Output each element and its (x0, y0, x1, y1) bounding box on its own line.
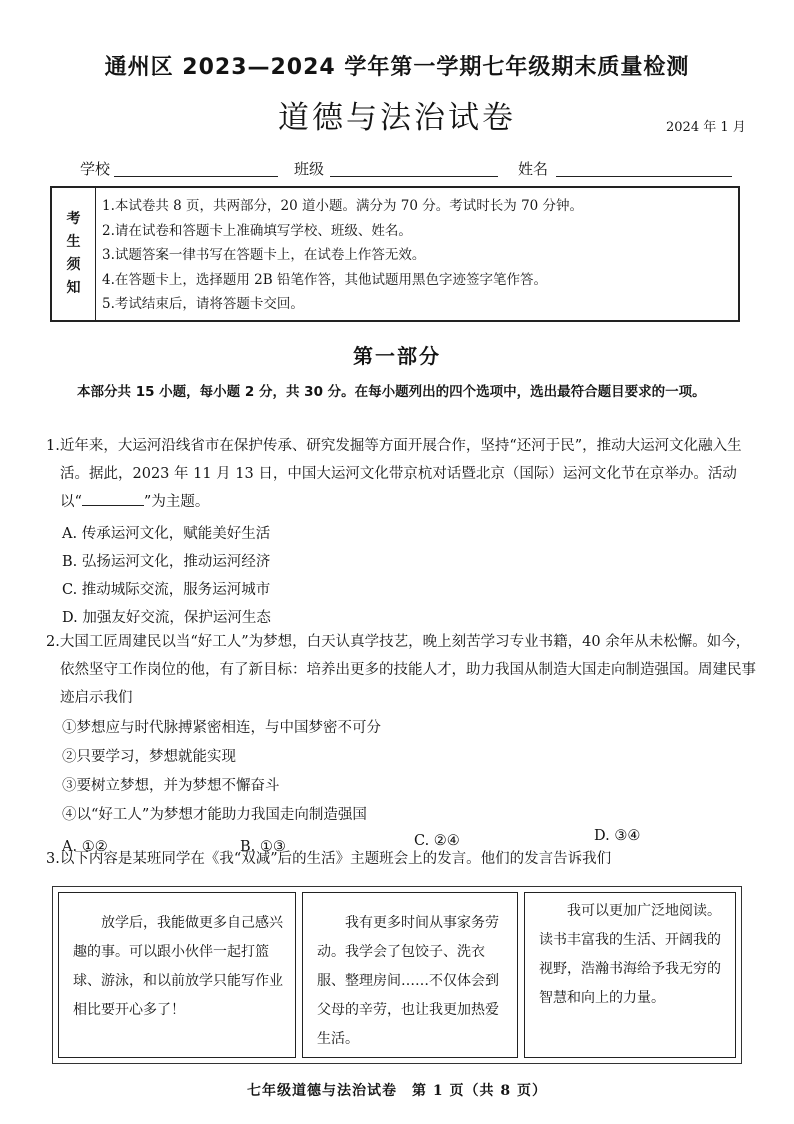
notice-list (102, 194, 583, 317)
notice-side-label (52, 188, 96, 320)
q3-speech-boxes (58, 892, 736, 1058)
q1-fill-blank (82, 491, 144, 506)
q1-stem-text: 1.近年来，大运河沿线省市在保护传承、研究发掘等方面开展合作，坚持“还河于民”，推动大运河文化融入生活。据此，2023 年 11 月 13 日，中国大运河文化带京杭对话暨北京（国际）运河文化节在京举办。活动以“ (46, 438, 742, 510)
q1-option-a[interactable]: A. 传承运河文化，赋能美好生活 (62, 526, 271, 542)
q2-statement-4: ④以“好工人”为梦想才能助力我国走向制造强国 (62, 807, 367, 823)
q2-statement-2: ②只要学习，梦想就能实现 (62, 749, 236, 765)
section-instruction: 本部分共 15 小题，每小题 2 分，共 30 分。在每小题列出的四个选项中，选出最符合题目要求的一项。 (77, 384, 706, 400)
q2-option-b[interactable]: B. ①③ (240, 839, 286, 855)
q2-option-a[interactable]: A. ①② (62, 839, 108, 855)
student-info-line (80, 158, 760, 182)
subject-title: 道德与法治试卷 (278, 100, 516, 136)
exam-title: 通州区 2023—2024 学年第一学期七年级期末质量检测 (104, 55, 690, 80)
notice-item: 4.在答题卡上，选择题用 2B 铅笔作答，其他试题用黑色字迹签字笔作答。 (102, 271, 547, 288)
notice-item: 2.请在试卷和答题卡上准确填写学校、班级、姓名。 (102, 222, 412, 239)
q2-stem-text: 2.大国工匠周建民以当“好工人”为梦想，白天认真学技艺，晚上刻苦学习专业书籍，40 余年从未松懈。如今，依然坚守工作岗位的他，有了新目标：培养出更多的技能人才，助力我国从制造大国走向制造强国。周建民事迹启示我们 (46, 634, 756, 706)
notice-side-char: 知 (66, 280, 81, 296)
q2-option-c[interactable]: C. ②④ (414, 833, 460, 849)
name-label: 姓名 (518, 160, 549, 178)
q3-stem-text: 3.以下内容是某班同学在《我“双减”后的生活》主题班会上的发言。他们的发言告诉我们 (46, 851, 612, 867)
q2-statement-3: ③要树立梦想，并为梦想不懈奋斗 (62, 778, 280, 794)
q3-speech-box-3: 我可以更加广泛地阅读。读书丰富我的生活、开阔我的视野，浩瀚书海给予我无穷的智慧和向上的力量。 (524, 892, 736, 1058)
notice-item: 5.考试结束后，请将答题卡交回。 (102, 296, 304, 312)
question-2-stem (46, 628, 756, 712)
name-blank[interactable] (556, 176, 732, 177)
question-3-stem (46, 845, 756, 873)
q1-stem-tail: ”为主题。 (143, 494, 210, 510)
school-blank[interactable] (114, 176, 278, 177)
notice-side-char: 生 (66, 234, 81, 250)
school-label: 学校 (80, 160, 111, 178)
exam-date: 2024 年 1 月 (666, 120, 746, 135)
q1-option-b[interactable]: B. 弘扬运河文化，推动运河经济 (62, 554, 271, 570)
q1-option-d[interactable]: D. 加强友好交流，保护运河生态 (62, 610, 271, 626)
q3-speech-box-2: 我有更多时间从事家务劳动。我学会了包饺子、洗衣服、整理房间……不仅体会到父母的辛劳，也让我更加热爱生活。 (302, 892, 518, 1058)
notice-side-char: 须 (66, 257, 81, 273)
q3-speech-box-1: 放学后，我能做更多自己感兴趣的事。可以跟小伙伴一起打篮球、游泳，和以前放学只能写作业相比要开心多了！ (58, 892, 296, 1058)
notice-side-char: 考 (66, 211, 81, 227)
section-title: 第一部分 (353, 344, 441, 368)
exam-notice-box (50, 186, 740, 322)
notice-item: 1.本试卷共 8 页，共两部分，20 道小题。满分为 70 分。考试时长为 70 分钟。 (102, 198, 584, 214)
notice-item: 3.试题答案一律书写在答题卡上，在试卷上作答无效。 (102, 247, 426, 263)
q2-option-d[interactable]: D. ③④ (594, 828, 641, 844)
class-label: 班级 (294, 160, 325, 178)
q1-option-c[interactable]: C. 推动城际交流，服务运河城市 (62, 582, 271, 598)
page-footer: 七年级道德与法治试卷 第 1 页（共 8 页） (247, 1083, 547, 1099)
question-1-stem (46, 432, 756, 516)
q2-statement-1: ①梦想应与时代脉搏紧密相连，与中国梦密不可分 (62, 720, 381, 736)
class-blank[interactable] (330, 176, 498, 177)
